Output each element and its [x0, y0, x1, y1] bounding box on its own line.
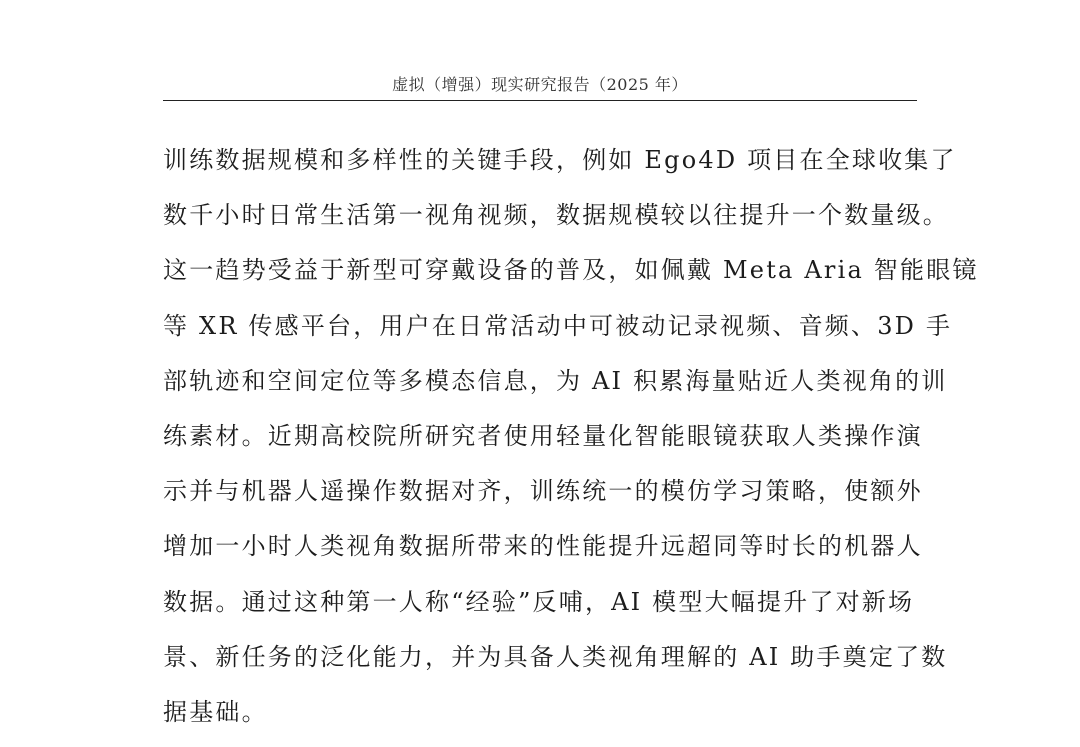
paragraph-line: 示并与机器人遥操作数据对齐，训练统一的模仿学习策略，使额外: [163, 477, 923, 506]
paragraph-line: 增加一小时人类视角数据所带来的性能提升远超同等时长的机器人: [163, 532, 923, 561]
paragraph-line: 据基础。: [163, 697, 268, 726]
body-paragraph: [163, 138, 979, 745]
paragraph-line: 数据。通过这种第一人称“经验”反哺，AI 模型大幅提升了对新场: [163, 587, 915, 616]
paragraph-line: 训练数据规模和多样性的关键手段，例如 Ego4D 项目在全球收集了: [163, 146, 957, 174]
paragraph-line: 部轨迹和空间定位等多模态信息，为 AI 积累海量贴近人类视角的训: [163, 366, 948, 395]
paragraph-line: 等 XR 传感平台，用户在日常活动中可被动记录视频、音频、3D 手: [163, 311, 953, 340]
paragraph-line: 景、新任务的泛化能力，并为具备人类视角理解的 AI 助手奠定了数: [163, 642, 948, 671]
paragraph-line: 这一趋势受益于新型可穿戴设备的普及，如佩戴 Meta Aria 智能眼镜: [163, 256, 979, 285]
paragraph-line: 数千小时日常生活第一视角视频，数据规模较以往提升一个数量级。: [163, 201, 949, 230]
running-header: 虚拟（增强）现实研究报告（2025 年）: [163, 72, 917, 101]
paragraph-line: 练素材。近期高校院所研究者使用轻量化智能眼镜获取人类操作演: [163, 421, 923, 450]
